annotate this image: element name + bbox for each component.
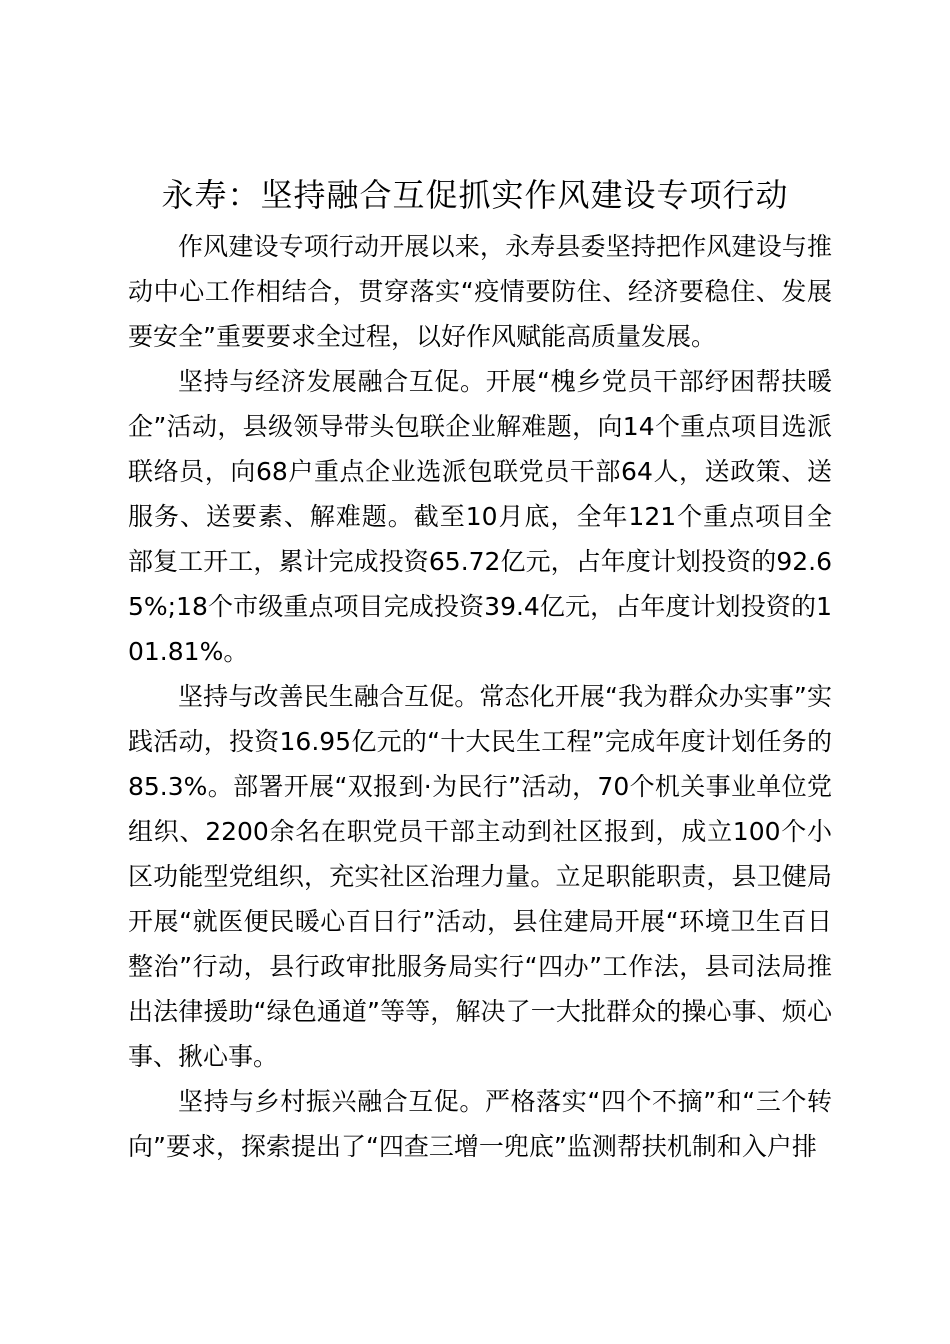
paragraph-livelihood: 坚持与改善民生融合互促。常态化开展“我为群众办实事”实践活动，投资16.95亿元的“十大民生工程”完成年度计划任务的85.3%。部署开展“双报到·为民行”活动，70个机关事业单位党组织、2200余名在职党员干部主动到社区报到，成立100个小区功能型党组织，充实社区治理力量。立足职能职责，县卫健局开展“就医便民暖心百日行”活动，县住建局开展“环境卫生百日整治”行动，县行政审批服务局实行“四办”工作法，县司法局推出法律援助“绿色通道”等等，解决了一大批群众的操心事、烦心事、揪心事。 — [128, 682, 832, 1071]
document-title: 永寿：坚持融合互促抓实作风建设专项行动 — [161, 176, 789, 214]
paragraph-economy: 坚持与经济发展融合互促。开展“槐乡党员干部纾困帮扶暖企”活动，县级领导带头包联企业解难题，向14个重点项目选派联络员，向68户重点企业选派包联党员干部64人，送政策、送服务、送要素、解难题。截至10月底，全年121个重点项目全部复工开工，累计完成投资65.72亿元，占年度计划投资的92.65%;18个市级重点项目完成投资39.4亿元，占年度计划投资的101.81%。 — [128, 367, 832, 666]
paragraph-intro: 作风建设专项行动开展以来，永寿县委坚持把作风建设与推动中心工作相结合，贯穿落实“疫情要防住、经济要稳住、发展要安全”重要要求全过程，以好作风赋能高质量发展。 — [128, 232, 832, 351]
paragraph-rural: 坚持与乡村振兴融合互促。严格落实“四个不摘”和“三个转向”要求，探索提出了“四查三增一兜底”监测帮扶机制和入户排 — [128, 1087, 832, 1161]
document-body — [128, 224, 832, 1169]
